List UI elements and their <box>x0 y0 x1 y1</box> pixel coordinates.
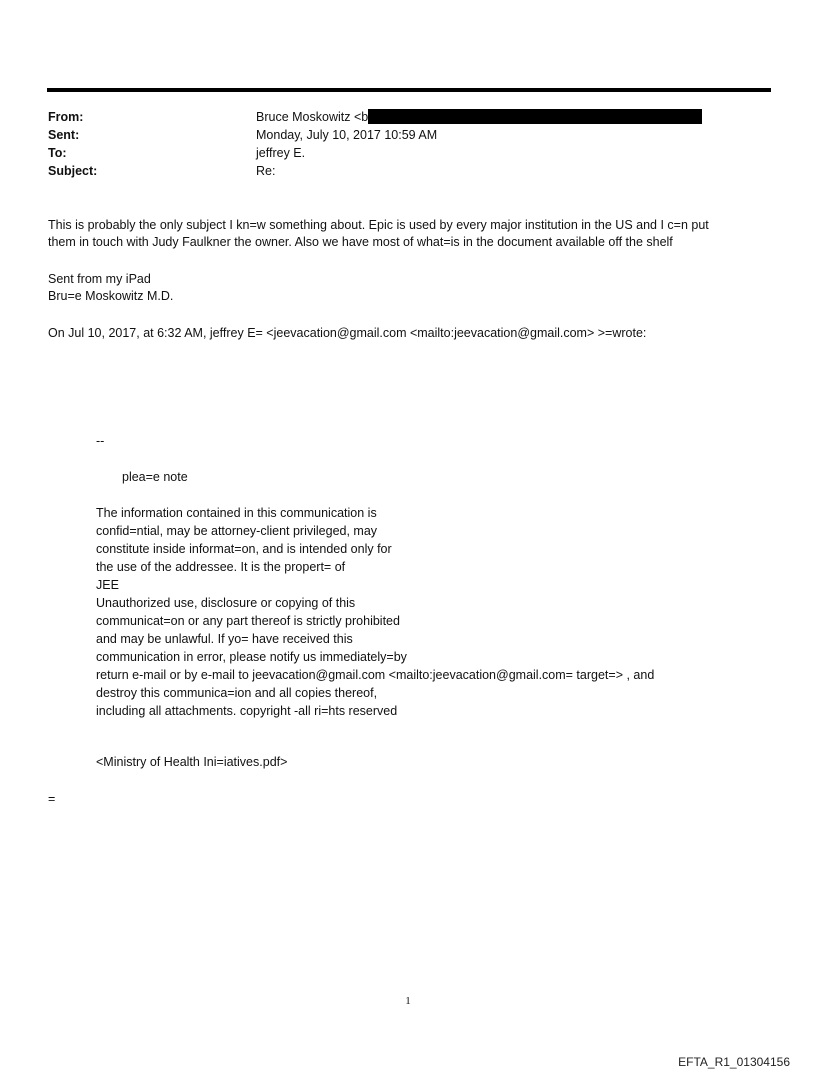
sent-label: Sent: <box>48 128 80 142</box>
subject-row <box>48 162 768 180</box>
message-paragraph <box>48 217 788 251</box>
disclaimer-line: return e-mail or by e-mail to jeevacation@gmail.com <mailto:jeevacation@gmail.com= target=> , and <box>96 668 655 682</box>
sent-from-line: Sent from my iPad <box>48 272 151 286</box>
redaction-box <box>368 109 702 124</box>
from-name: Bruce Moskowitz <b <box>256 110 369 124</box>
signature-block <box>48 271 788 305</box>
disclaimer-line: constitute inside informat=on, and is intended only for <box>96 542 392 556</box>
email-header <box>48 108 768 180</box>
to-row <box>48 144 768 162</box>
paragraph-line: This is probably the only subject I kn=w something about. Epic is used by every major institution in the US and I c=n put <box>48 218 709 232</box>
disclaimer-line: the use of the addressee. It is the propert= of <box>96 560 346 574</box>
sent-row <box>48 126 768 144</box>
disclaimer-line: communication in error, please notify us immediately=by <box>96 650 407 664</box>
from-value <box>256 108 702 126</box>
disclaimer-line: JEE <box>96 578 119 592</box>
quoted-note: plea=e note <box>122 470 188 484</box>
disclaimer-line: including all attachments. copyright -all ri=hts reserved <box>96 704 398 718</box>
page-number: 1 <box>405 995 411 1007</box>
disclaimer-line: The information contained in this communication is <box>96 506 377 520</box>
disclaimer-line: Unauthorized use, disclosure or copying of this <box>96 596 356 610</box>
subject-label: Subject: <box>48 164 98 178</box>
signature-name: Bru=e Moskowitz M.D. <box>48 289 174 303</box>
sent-value: Monday, July 10, 2017 10:59 AM <box>256 128 438 142</box>
quoted-dashes: -- <box>96 434 105 448</box>
paragraph-line: them in touch with Judy Faulkner the owner. Also we have most of what=is in the document available off the shelf <box>48 235 673 249</box>
from-row <box>48 108 768 126</box>
subject-value: Re: <box>256 164 276 178</box>
trailing-equals: = <box>48 792 56 806</box>
attachment-name: <Ministry of Health Ini=iatives.pdf> <box>96 755 288 769</box>
from-label: From: <box>48 110 84 124</box>
disclaimer-block <box>96 504 776 720</box>
to-value: jeffrey E. <box>256 146 306 160</box>
header-rule <box>47 88 771 92</box>
disclaimer-line: and may be unlawful. If yo= have received this <box>96 632 353 646</box>
to-label: To: <box>48 146 67 160</box>
disclaimer-line: communicat=on or any part thereof is strictly prohibited <box>96 614 400 628</box>
document-id: EFTA_R1_01304156 <box>678 1055 790 1069</box>
disclaimer-line: confid=ntial, may be attorney-client privileged, may <box>96 524 378 538</box>
reply-attribution: On Jul 10, 2017, at 6:32 AM, jeffrey E= <jeevacation@gmail.com <mailto:jeevacation@gmail.com> >=wrote: <box>48 326 647 340</box>
disclaimer-line: destroy this communica=ion and all copies thereof, <box>96 686 378 700</box>
